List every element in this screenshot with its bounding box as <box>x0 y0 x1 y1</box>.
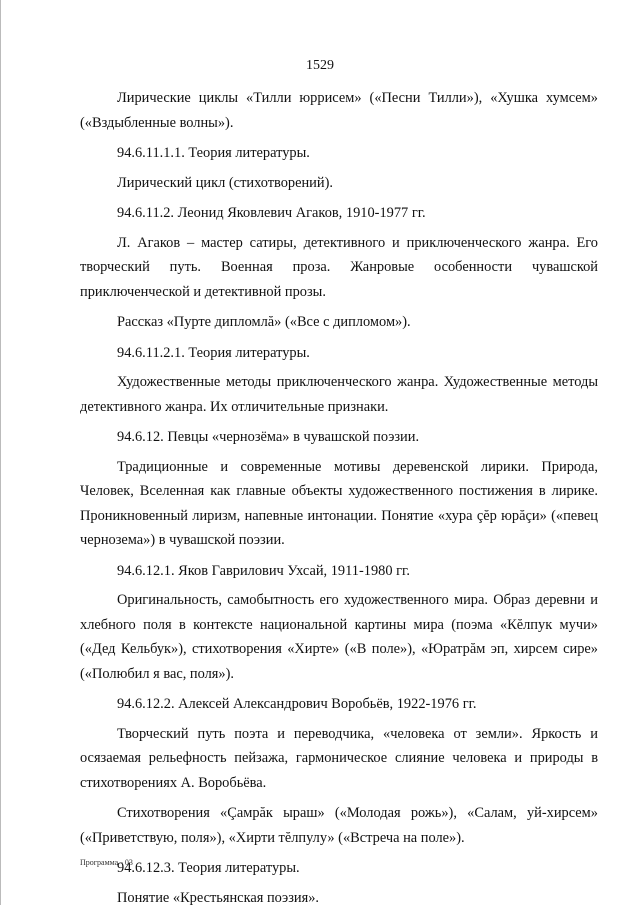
paragraph-agakov: Л. Агаков – мастер сатиры, детективного и приключенческого жанра. Его творческий путь. Военная проза. Жанровые особенности чувашской приключенческой и детективной прозы. <box>80 234 598 300</box>
section-heading-94-6-12-1: 94.6.12.1. Яков Гаврилович Ухсай, 1911-1980 гг. <box>117 562 410 579</box>
section-heading-94-6-11-2: 94.6.11.2. Леонид Яковлевич Агаков, 1910-1977 гг. <box>117 205 426 221</box>
paragraph-peasant-poetry: Понятие «Крестьянская поэзия». <box>117 889 319 906</box>
page-footer: Программа - 03 <box>80 858 133 867</box>
paragraph-village-lyrics: Традиционные и современные мотивы деревенской лирики. Природа, Человек, Вселенная как главные объекты художественного постижения в лирике. Проникновенный лиризм, напевные интонации. Понятие «хура çĕр юрăçи» («певец чернозема») в чувашской поэзии. <box>80 458 598 548</box>
section-heading-94-6-11-1-1: 94.6.11.1.1. Теория литературы. <box>117 145 310 161</box>
document-body <box>80 86 598 916</box>
paragraph-methods: Художественные методы приключенческого жанра. Художественные методы детективного жанра. Их отличительные признаки. <box>80 374 598 415</box>
paragraph-poems: Стихотворения «Çамрăк ыраш» («Молодая рожь»), «Салам, уй-хирсем» («Приветствую, поля»), «Хирти тĕлпулу» («Встреча на поле»). <box>80 805 598 846</box>
paragraph-story: Рассказ «Пурте дипломлă» («Все с дипломом»). <box>117 314 411 330</box>
section-heading-94-6-12-2: 94.6.12.2. Алексей Александрович Воробьёв, 1922-1976 гг. <box>117 696 477 712</box>
section-heading-94-6-12: 94.6.12. Певцы «чернозёма» в чувашской поэзии. <box>117 429 420 445</box>
paragraph-vorobyov: Творческий путь поэта и переводчика, «человека от земли». Яркость и осязаемая рельефность пейзажа, гармоническое слияние человека и природы в стихотворениях А. Воробьёва. <box>80 725 598 791</box>
paragraph-lyric-cycles: Лирические циклы «Тилли юррисем» («Песни Тилли»), «Хушка хумсем» («Вздыбленные волны»). <box>80 90 598 131</box>
section-heading-94-6-11-2-1: 94.6.11.2.1. Теория литературы. <box>117 344 310 361</box>
paragraph-lyric-cycle-term: Лирический цикл (стихотворений). <box>117 174 333 191</box>
page-number: 1529 <box>306 58 334 73</box>
section-heading-94-6-12-3: 94.6.12.3. Теория литературы. <box>117 860 300 876</box>
paragraph-uhsai: Оригинальность, самобытность его художественного мира. Образ деревни и хлебного поля в контексте национальной картины мира (поэма «Кĕлпук мучи» («Дед Кельбук»), стихотворения «Хирте» («В поле»), «Юратрăм эп, хирсем сире» («Полюбил я вас, поля»). <box>80 592 598 682</box>
